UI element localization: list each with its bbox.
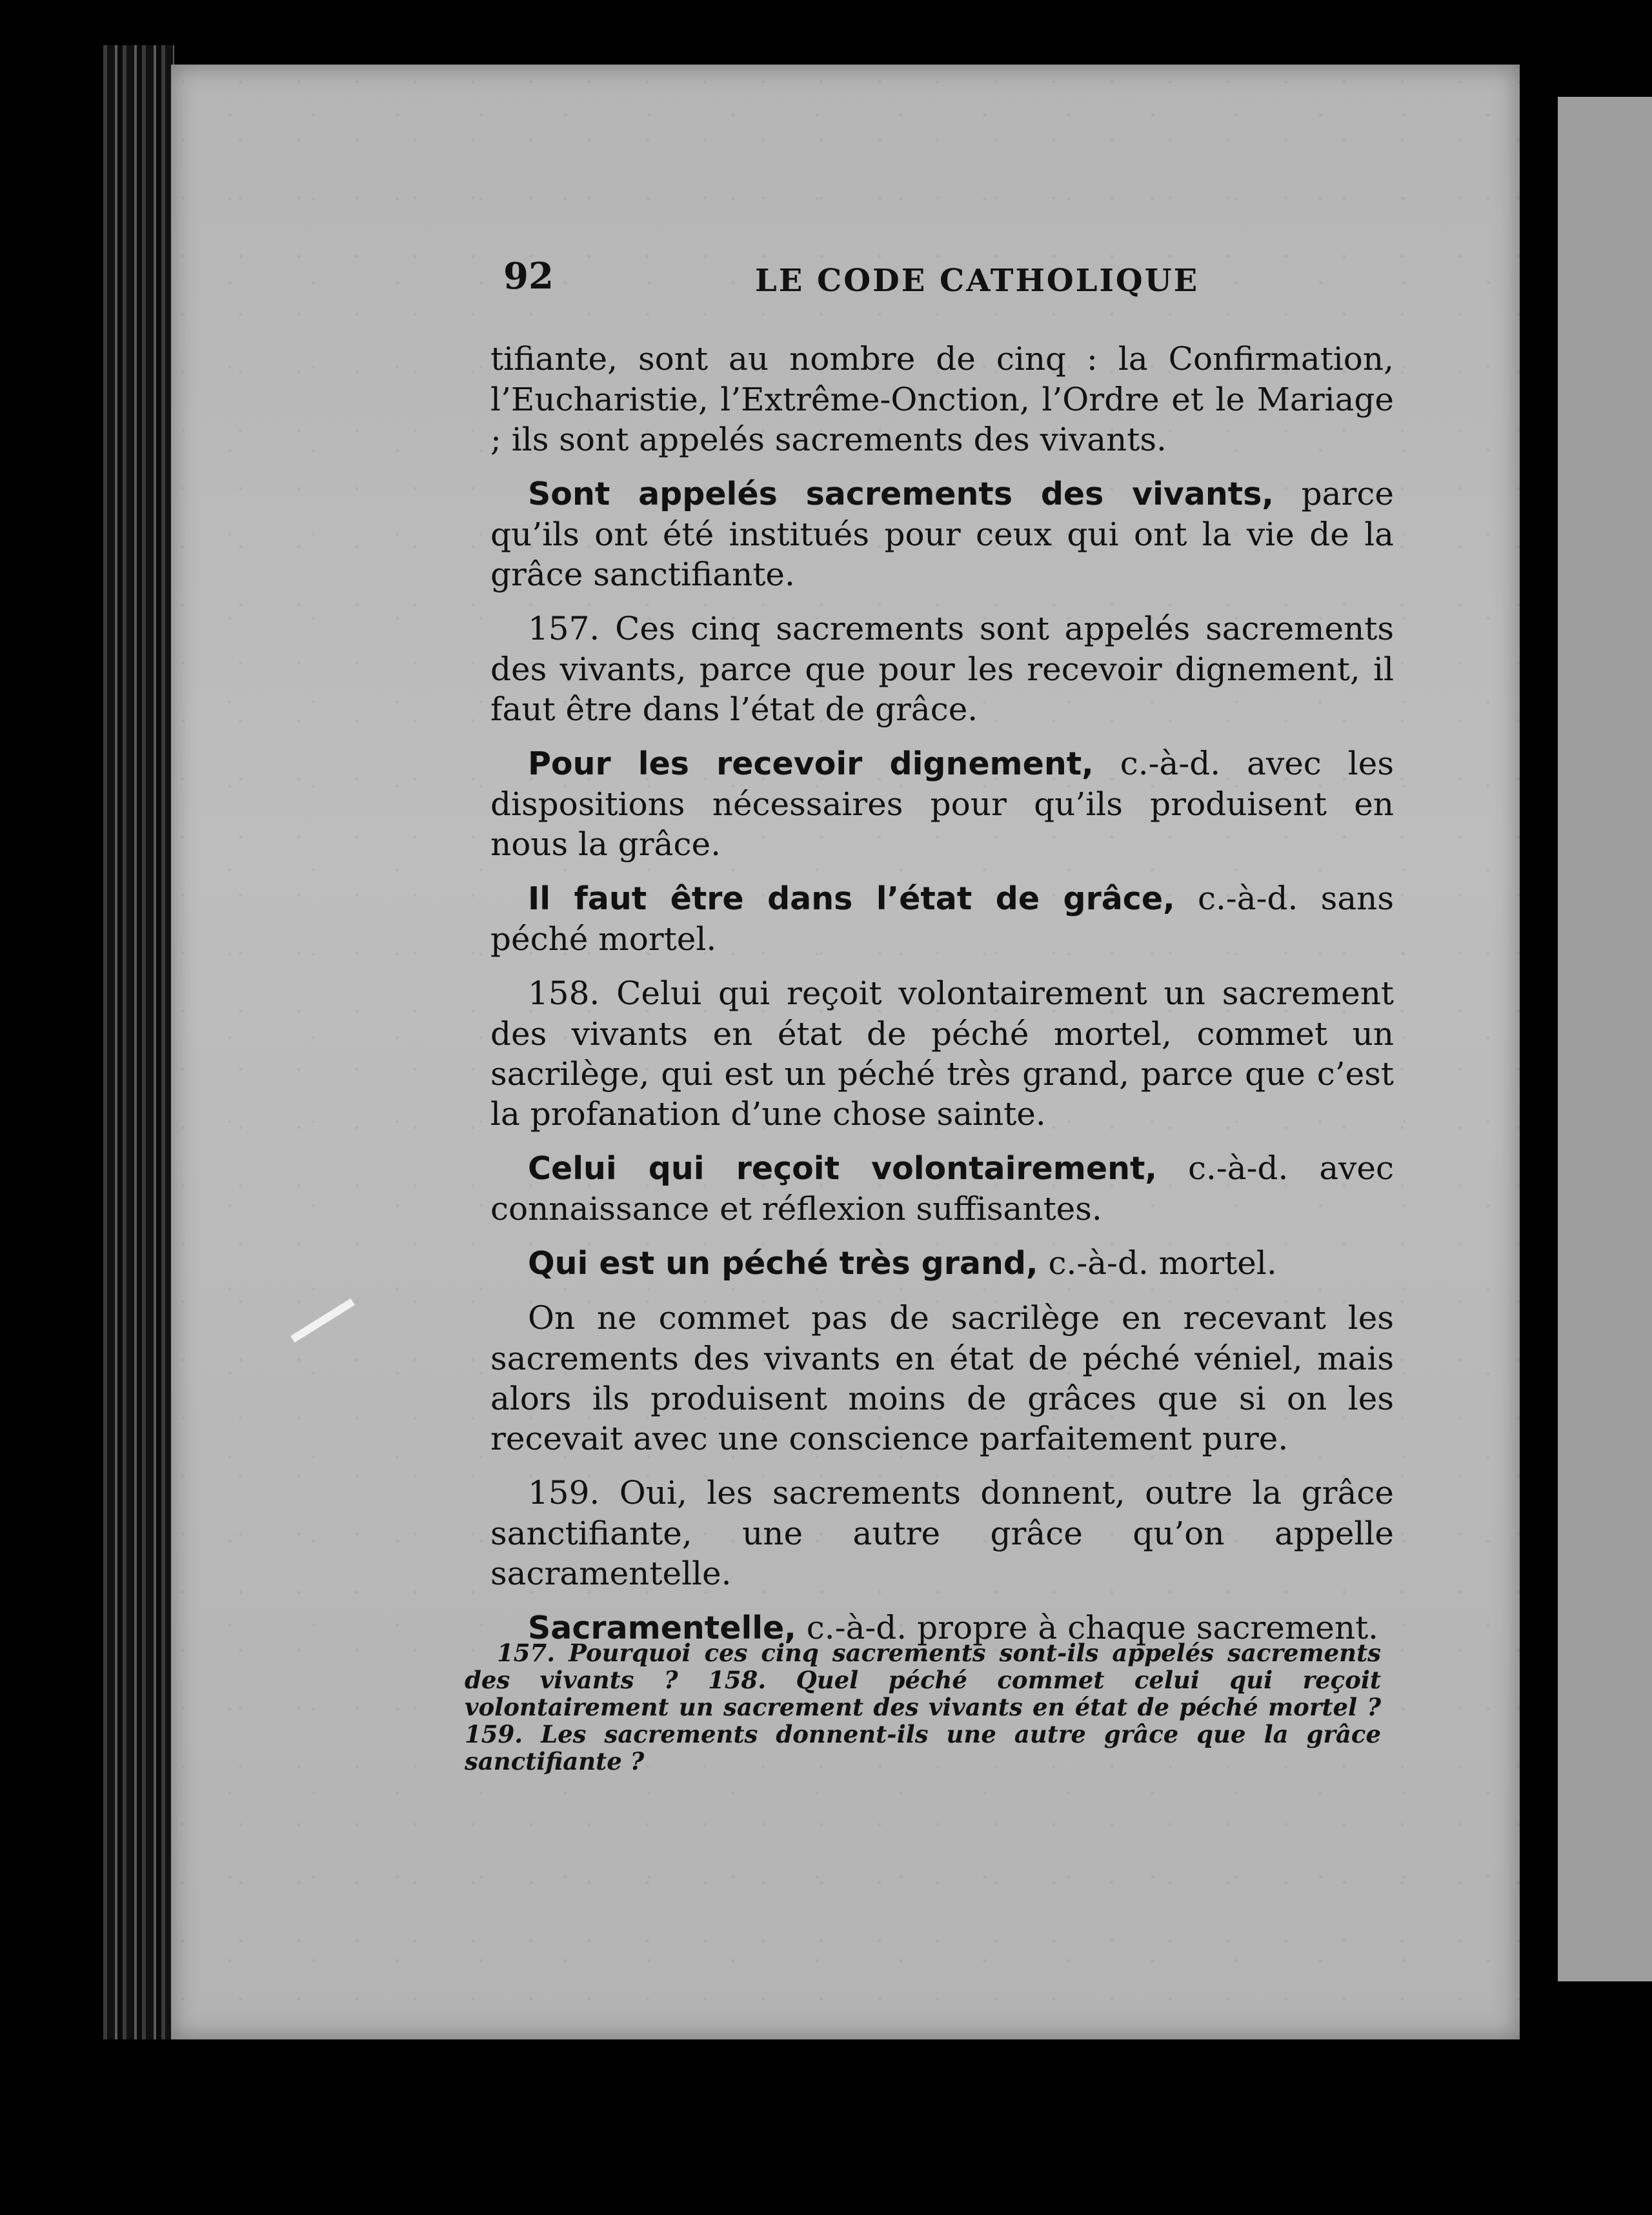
paragraph-lead: Qui est un péché très grand, bbox=[528, 1245, 1038, 1282]
running-title: LE CODE CATHOLIQUE bbox=[755, 263, 1200, 299]
paragraph bbox=[490, 339, 1394, 460]
paragraph-text: c.-à-d. avec les dispositions nécessaires pour qu’ils produisent en nous la grâce. bbox=[490, 745, 1395, 863]
paragraph-text: parce qu’ils ont été institués pour ceux qui ont la vie de la grâce sanctifiante. bbox=[490, 475, 1394, 593]
page-number: 92 bbox=[503, 255, 554, 298]
paragraph-text: On ne commet pas de sacrilège en recevant les sacrements des vivants en état de péché véniel, mais alors ils produisent moins de grâces que si on les recevait avec une conscience parfaitement pure. bbox=[490, 1299, 1394, 1457]
paragraph bbox=[490, 609, 1394, 729]
body-text bbox=[490, 339, 1394, 1663]
paragraph bbox=[490, 474, 1394, 594]
footnote-text: 157. Pourquoi ces cinq sacrements sont-ils appelés sacrements des vivants ? 158. Quel péché commet celui qui reçoit volontairement un sacrement des vivants en état de péché mortel ? 159. Les sacrements donnent-ils une autre grâce que la grâce sanctifiante ? bbox=[465, 1639, 1381, 1775]
paragraph-text: c.-à-d. propre à chaque sacrement. bbox=[796, 1609, 1379, 1646]
paragraph bbox=[490, 973, 1394, 1134]
page-stack-edges bbox=[103, 45, 174, 2039]
paragraph-text: c.-à-d. sans péché mortel. bbox=[490, 880, 1394, 958]
paragraph-text: 158. Celui qui reçoit volontairement un sacrement des vivants en état de péché mortel, commet un sacrilège, qui est un péché très grand, parce que c’est la profanation d’une chose sainte. bbox=[490, 975, 1394, 1133]
paragraph-text: c.-à-d. mortel. bbox=[1038, 1244, 1277, 1282]
footnotes bbox=[465, 1639, 1381, 1775]
paragraph-lead: Celui qui reçoit volontairement, bbox=[528, 1150, 1157, 1187]
paragraph bbox=[490, 1298, 1394, 1459]
paragraph bbox=[490, 1243, 1394, 1284]
paragraph-text: 157. Ces cinq sacrements sont appelés sacrements des vivants, parce que pour les recevoir dignement, il faut être dans l’état de grâce. bbox=[490, 610, 1394, 728]
paragraph-lead: Sacramentelle, bbox=[528, 1610, 796, 1646]
paragraph-lead: Il faut être dans l’état de grâce, bbox=[528, 880, 1175, 917]
paragraph-text: c.-à-d. avec connaissance et réflexion suffisantes. bbox=[490, 1149, 1394, 1228]
paragraph bbox=[490, 1148, 1394, 1229]
paragraph-lead: Pour les recevoir dignement, bbox=[528, 745, 1094, 782]
paragraph bbox=[490, 878, 1394, 959]
page-header bbox=[329, 255, 1400, 307]
facing-page-edge bbox=[1549, 97, 1652, 1981]
paragraph-text: 159. Oui, les sacrements donnent, outre la grâce sanctifiante, une autre grâce qu’on appelle sacramentelle. bbox=[490, 1474, 1394, 1592]
paragraph bbox=[490, 743, 1394, 864]
paragraph bbox=[490, 1473, 1394, 1593]
paragraph-text: tifiante, sont au nombre de cinq : la Confirmation, l’Eucharistie, l’Extrême-Onction, l’Ordre et le Mariage ; ils sont appelés sacrements des vivants. bbox=[490, 340, 1394, 458]
paragraph-lead: Sont appelés sacrements des vivants, bbox=[528, 476, 1274, 512]
